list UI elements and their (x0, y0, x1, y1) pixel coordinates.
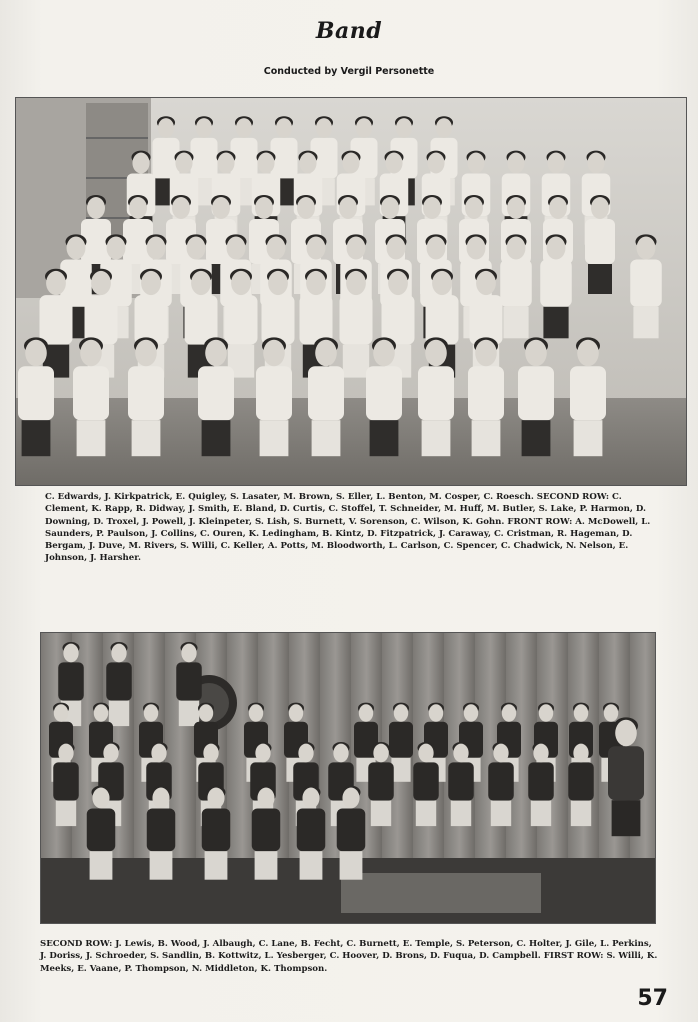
page-number: 57 (637, 986, 668, 1011)
band-group-photo (15, 97, 687, 486)
band-performing-photo-icon (41, 633, 655, 923)
page-subtitle: Conducted by Vergil Personette (263, 66, 435, 77)
page-title: Band (315, 18, 383, 44)
top-photo-caption: C. Edwards, J. Kirkpatrick, E. Quigley, S. Lasater, M. Brown, S. Eller, L. Benton, M. Cosper, C. Roesch. SECOND ROW: C. Clement, K. Rapp, R. Didway, J. Smith, E. Bland, D. Curtis, C. Stoffel, T. Schneider, M. Huff, M. Butler, S. Lake, P. Harmon, D. Downing, D. Troxel, J. Powell, J. Kleinpeter, S. Lish, S. Burnett, V. Sorenson, C. Wilson, K. Gohn. FRONT ROW: A. McDowell, L. Saunders, P. Paulson, J. Collins, C. Ouren, K. Ledingham, B. Kintz, D. Fitzpatrick, J. Caraway, C. Cristman, R. Hageman, D. Bergam, J. Duve, M. Rivers, S. Willi, C. Keller, A. Potts, M. Bloodworth, L. Carlson, C. Spencer, C. Chadwick, N. Nelson, E. Johnson, J. Harsher. (45, 492, 651, 564)
bottom-photo-caption: SECOND ROW: J. Lewis, B. Wood, J. Albaugh, C. Lane, B. Fecht, C. Burnett, E. Temple, S. Peterson, C. Holter, J. Gile, L. Perkins, J. Doriss, J. Schroeder, S. Sandlin, B. Kottwitz, L. Yesberger, C. Hoover, D. Brons, D. Fuqua, D. Campbell. FIRST ROW: S. Willi, K. Meeks, E. Vaane, P. Thompson, N. Middleton, K. Thompson. (40, 939, 658, 974)
band-performing-photo (40, 632, 656, 924)
band-group-photo-icon (16, 98, 686, 485)
